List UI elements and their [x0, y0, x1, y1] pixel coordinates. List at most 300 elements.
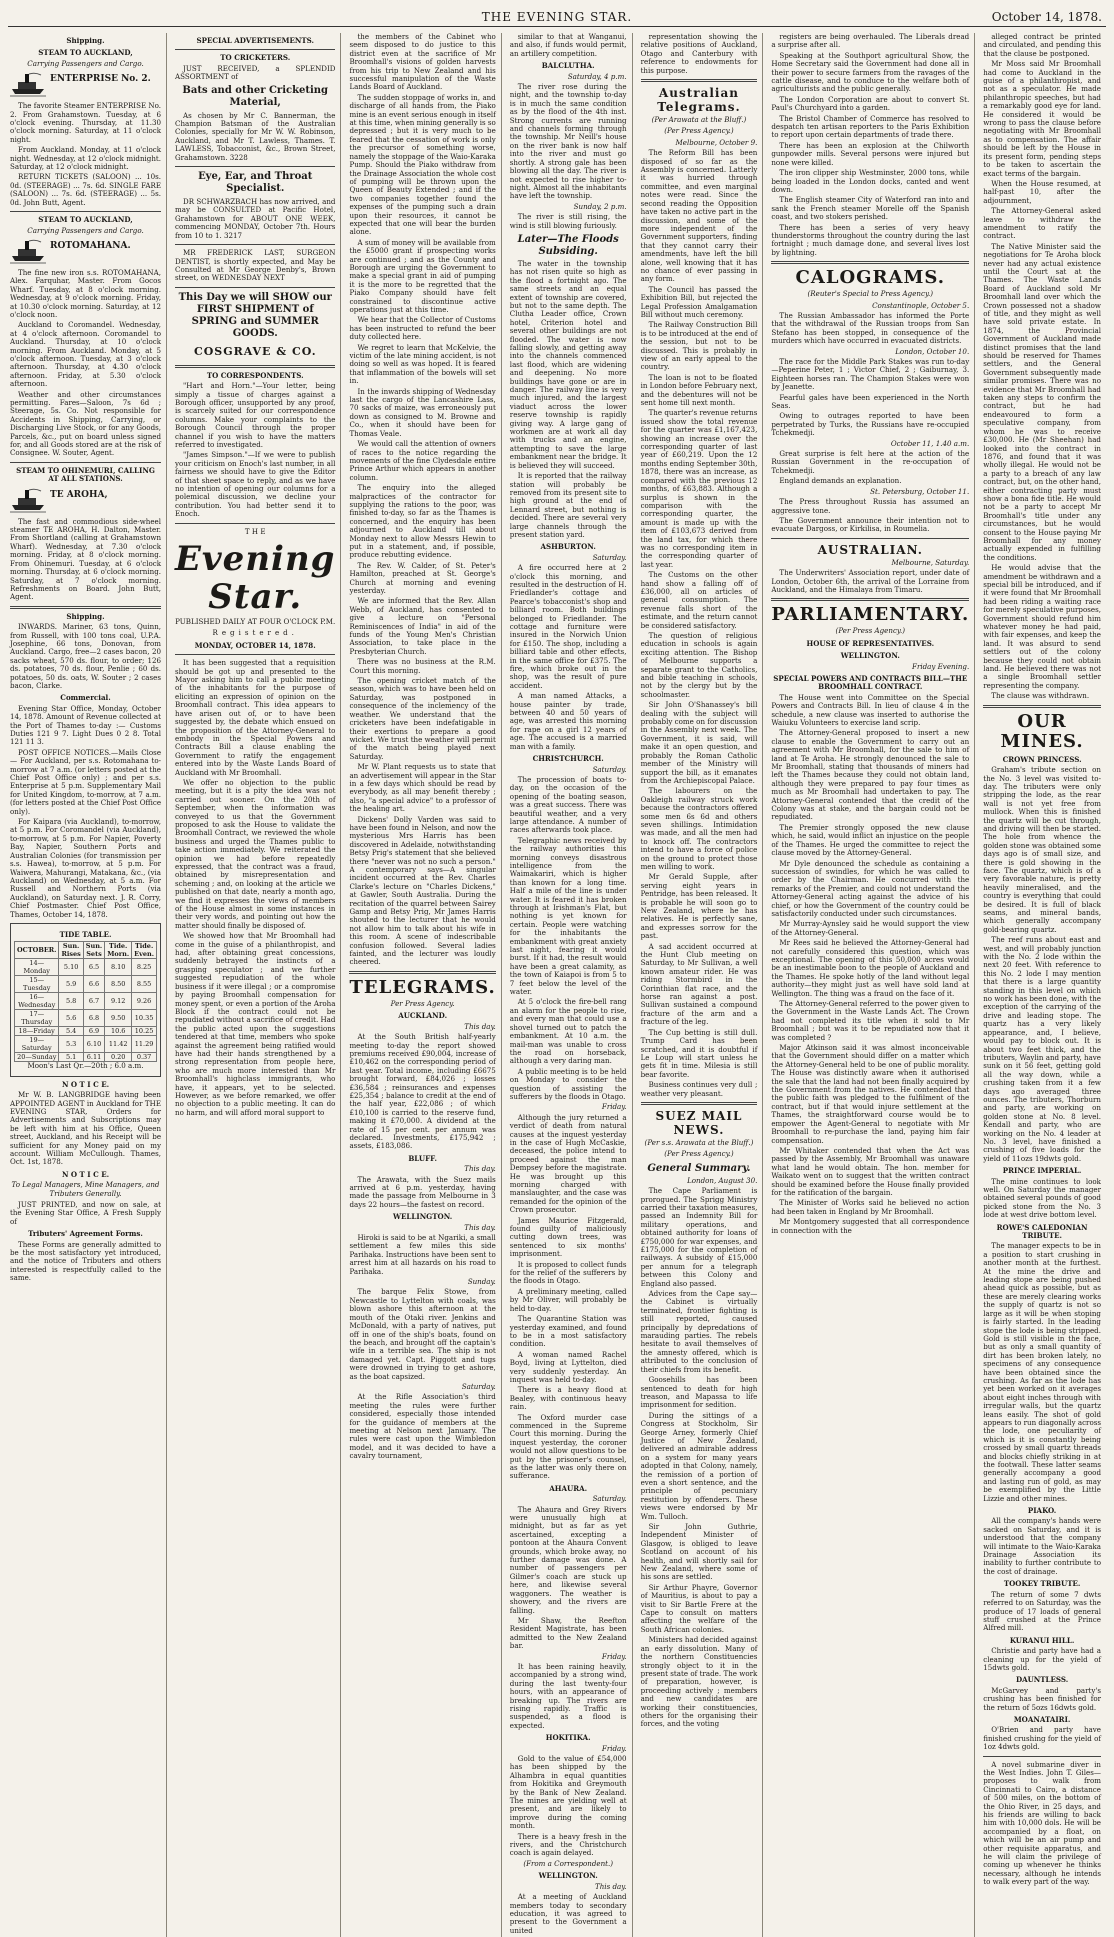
article-paragraph: The Attorney-General proposed to insert a new clause to enable the Government to carry out an agreement with Mr Broomhall, for the sale to him of land at Te Aroha. He strongly denounced the sale to Mr Broomhall, stating that thousands of miners had left the Thames because they could not obtain land, although they were prepared to pay four times as much as Mr Broomhall had undertaken to pay. The Attorney-General contended that the credit of the Colony was at stake, and the bargain could not be repudiated. [771, 728, 970, 822]
advert-headline: This Day we will SHOW our FIRST SHIPMENT of SPRING and SUMMER GOODS. [178, 291, 332, 339]
subheading: (Per Press Agency.) [664, 126, 734, 136]
dateline: Saturday, 4 p.m. [567, 71, 627, 81]
section-heading: HOUSE OF REPRESENTATIVES. [806, 638, 935, 648]
article-paragraph: The Premier strongly opposed the new clause which, he said, would inflict an injustice on the people of the Thames. He urged the committee to reject the clause moved by the Attorney-General. [771, 822, 970, 858]
article-paragraph: Speaking at the Southport agricultural Show, the Home Secretary said the Government had done all in their power to secure farmers from the ravages of the cattle disease, and to conduce to the welfare both of agriculturists and the public generally. [771, 50, 970, 94]
section-heading: TO CORRESPONDENTS. [206, 370, 304, 380]
article-paragraph: For Kaipara (via Auckland), to-morrow, at 5 p.m. For Coromandel (via Auckland), to-morrow, at 5 p.m. For Napier, Poverty Bay, Napier, Southern Ports and Australian Colonies (for transmission per s.s. Hawea), to-morrow, at 5 p.m. For Waiwera, Mahurangi, Matakana, &c., (via Auckland) on Wednesday, at 5 a.m. For Russell and Northern Ports (via Auckland), on Saturday next. J. R. Corry, Chief Postmaster. Chief Post Office, Thames, October 14, 1878. [10, 817, 162, 919]
small-caption: T H E [244, 526, 266, 536]
article-paragraph: The water in the township has not risen quite so high as the flood a fortnight ago. The same streets and an equal extent of township are covered, but not to the same depth. The Clutha Leader office, Crown hotel, Criterion hotel and several other buildings are not flooded. The water is now falling slowly, and getting away into the channels commenced last flood, which are widening and deepening. No more buildings have gone or are in danger. The railway line is very much injured, and the largest viaduct across the lower reserve township is rapidly giving way. A large gang of workmen are at work all day with trucks and an engine, attempting to save the large embankment near the bridge. It is believed they will succeed. [509, 258, 627, 470]
section-heading: WELLINGTON. [538, 1871, 598, 1881]
article-paragraph: It has been raining heavily, accompanied by a strong wind, during the last twenty-four hours, with an appearance of breaking up. The rivers are rising rapidly. Traffic is suspended, as a flood is expected. [509, 1661, 627, 1730]
subheading: To Legal Managers, Mine Managers, and Tributers Generally. [11, 1180, 160, 1198]
article-paragraph: The opening cricket match of the season, which was to have been held on Saturday, was postponed in consequence of the inclemency of the weather. We understand that the cricketers have been indefatigable in their exertions to prepare a good wicket. We trust the weather will permit of the match being played next Saturday. [349, 676, 496, 761]
section-heading: Australian Telegrams. [657, 86, 741, 115]
article-paragraph: There was no business at the R.M. Court this morning. [349, 657, 496, 675]
article-paragraph: A woman named Rachel Boyd, living at Lyttelton, died very suddenly yesterday. An inquest was held to-day. [509, 1349, 627, 1384]
article-paragraph: The Reform Bill has been disposed of so far as the Assembly is concerned. Latterly it was hurried through committee, and even marginal notes were read. Since the second reading the Opposition have taken no active part in the discussion, and some of the more independent of the Government supporters, finding that they cannot carry their amendments, have left the bill alone, well knowing that it has no chance of ever passing in any form. [640, 148, 758, 284]
steamer-name: ROTOMAHANA. [50, 240, 131, 251]
dateline: Saturday. [592, 1494, 627, 1504]
section-heading: Tributers' Agreement Forms. [28, 1229, 143, 1239]
article-paragraph: It is proposed to collect funds for the relief of the sufferers by the floods in Otago. [509, 1259, 627, 1286]
tide-header: Sun. Rises [59, 942, 83, 959]
article-paragraph: A sad accident occurred at the Hunt Club meeting on Saturday, to Mr Sullivan, a well known amateur rider. He was riding Stormbird in the Corinthian flat race, and the horse ran against a post. Sullivan sustained a compound fracture of the arm and a fracture of the leg. [640, 941, 758, 1027]
tide-cell: 6.8 [83, 1010, 104, 1027]
column-6 [769, 33, 975, 1937]
article-paragraph: It is reported that the railway station will probably be removed from its present site to high ground at the end of Lennard street, but nothing is decided. There are several very large channels through the present station yard. [509, 471, 627, 539]
section-heading: STEAM TO OHINEMURI, CALLING AT ALL STATIONS. [16, 465, 155, 484]
section-heading: WELLINGTON. [840, 651, 900, 661]
tide-header: OCTOBER. [15, 942, 59, 959]
tide-cell: 6.11 [83, 1053, 104, 1062]
article-paragraph: England demands an explanation. [779, 476, 902, 486]
section-heading: CHRISTCHURCH. [532, 754, 604, 764]
subheading: (Per Press Agency.) [835, 626, 906, 636]
article-paragraph: The Press throughout Russia has assumed an aggressive tone. [771, 497, 970, 515]
article-paragraph: The iron clipper ship Westminster, 2000 tons, while being loaded in the London docks, canted and went down. [771, 168, 970, 194]
article-paragraph: Sir Arthur Phayre, Governor of Mauritius, is about to pay a visit to Sir Bartle Frere at the Cape to consult on matters affecting the welfare of the South African colonies. [640, 1582, 758, 1634]
article-paragraph: JUST RECEIVED, a SPLENDID ASSORTMENT of [175, 63, 336, 82]
article-paragraph: The Oxford murder case commenced in the Supreme Court this morning. During the inquest yesterday, the coroner would not allow questions to be put by the prisoner's counsel, as the latter was only there on sufferance. [509, 1412, 627, 1481]
section-heading: AHAURA. [549, 1483, 588, 1493]
article-paragraph: "James Simpson."—If we were to publish your criticism on Enoch's last number, in all fairness we should have to give the Editor of that sheet space to reply, and as we have no intention of opening our columns for a polemical discussion, we decline your contribution. You had better send it to Enoch. [175, 450, 336, 519]
table-row [15, 993, 157, 1010]
article-paragraph: We offer no objection to the public meeting, but it is a pity the idea was not carried out sooner. On the 20th of September, when the information was conveyed to us that the Government proposed to ask the House to validate the Broomhall Contract, we reviewed the whole business and urged the Thames public to take action immediately. We reiterated the opinion we had before repeatedly expressed, that the contract was a fraud, obtained by misrepresentation and scheming ; and, on looking at the article we published on that date, nearly a month ago, we find it expresses the views of members of the House almost in some instances in their very words, and pointing out how the matter should finally be disposed of. [175, 777, 336, 930]
tide-cell: 20—Sunday [15, 1053, 59, 1062]
article-paragraph: In the inwards shipping of Wednesday last the cargo of the Lancashire Lass, 70 sacks of maize, was erroneously put down as consigned to M. Browne and Co., when it should have been for Thomas Veale. [349, 386, 496, 438]
tide-header: Tide. Even. [132, 942, 157, 959]
article-paragraph: Great surprise is felt here at the action of the Russian Government in the re-occupation of Tchekmedji. [771, 449, 970, 475]
article-paragraph: Mr Rees said he believed the Attorney-General had not carefully considered this question, which was exceptional. The opening of this 50,000 acres would be an inestimable boon to the people of Auckland and the Thames. He spoke hotly of the land without legal authority—they might just as well have sold land at Wellington. The thing was a fraud on the face of it. [771, 938, 970, 998]
article-paragraph: The Railway Construction Bill is to be introduced at the end of the session, but not to be discussed. This is probably in view of an early appeal to the country. [640, 320, 758, 372]
article-paragraph: A fire occurred here at 2 o'clock this morning, and resulted in the destruction of H. Friedlander's cottage and Pearce's tobacconist's shop and billiard room. Both buildings belonged to Friedlander. The cottage and furniture were insured in the Norwich Union for £150. The shop, including a billiard table and other effects, in the same office for £375. The fire, which broke out in the shop, was the result of pure accident. [509, 563, 627, 690]
column-5 [639, 33, 764, 1937]
tide-header: Tide. Morn. [105, 942, 132, 959]
article-paragraph: The favorite Steamer ENTERPRISE No. 2. From Grahamstown. Tuesday, at 6 o'clock evening. Thursday, at 11.30 o'clock morning. Saturday, at 11 o'clock night. [10, 101, 162, 144]
section-heading: AUCKLAND. [398, 1011, 448, 1021]
tide-cell: 6.10 [83, 1036, 104, 1053]
article-paragraph: McGarvey and party's crushing has been finished for the return of 5ozs 16dwts gold. [983, 1685, 1101, 1712]
dateline: St. Petersburg, October 11. [870, 486, 970, 496]
article-paragraph: Auckland to Coromandel. Wednesday, at 4 o'clock afternoon. Coromandel to Auckland. Thursday, at 10 o'clock morning. From Auckland. Monday, at 5 o'clock afternoon. Tuesday, at 3 o'clock afternoon. Thursday, at 4.30 o'clock afternoon. Friday, at 5.30 o'clock afternoon. [10, 320, 162, 389]
article-paragraph: We regret to learn that McKelvie, the victim of the late mining accident, is not doing so well as was hoped. It is feared that inflammation of the bowels will set in. [349, 342, 496, 386]
article-paragraph: These Forms are generally admitted to be the most satisfactory yet introduced, and the notice of Tributers and others interested is respectfully called to the same. [10, 1239, 162, 1283]
article-paragraph: registers are being overhauled. The Liberals dread a surprise after all. [771, 32, 970, 50]
steamer-woodcut [10, 238, 161, 266]
article-paragraph: All the company's hands were sacked on Saturday, and it is understood that the company will intimate to the Waio-Karaka Drainage Association its inability to further contribute to the cost of drainage. [983, 1516, 1101, 1576]
steamer-woodcut [10, 71, 161, 99]
table-row [15, 1010, 157, 1027]
section-heading: MOANATAIRI. [1013, 1714, 1071, 1724]
column-rule [175, 287, 335, 288]
section-heading: TOOKEY TRIBUTE. [1003, 1579, 1081, 1589]
article-paragraph: The House went into Committee on the Special Powers and Contracts Bill. In lieu of clause 4 in the schedule, a new clause was inserted to authorise the Waiuku Volunteers to exercise land scrip. [771, 692, 970, 727]
section-heading: N O T I C E. [61, 1079, 110, 1089]
tide-table [10, 923, 161, 1077]
tide-cell: 5.10 [59, 959, 83, 976]
article-paragraph: similar to that at Wanganui, and also, if funds would permit, an artillery competition. [509, 32, 627, 58]
article-paragraph: The Quarantine Station was yesterday examined, and found to be in a most satisfactory condition. [509, 1314, 627, 1349]
section-heading: BLUFF. [408, 1153, 437, 1163]
section-heading: STEAM TO AUCKLAND, [38, 215, 133, 225]
section-heading: N O T I C E. [61, 1169, 110, 1179]
steamer-icon [10, 487, 46, 513]
section-heading: PARLIAMENTARY. [771, 604, 970, 626]
section-heading: General Summary. [647, 1162, 751, 1174]
article-paragraph: There is a heavy flood at Bealey, with continuous heavy rain. [509, 1385, 627, 1412]
article-paragraph: The river rose during the night, and the township to-day is in much the same condition as by the flood of the 4th inst. Strong currents are running and channels forming through the township. Mr Neill's house on the river bank is now half into the river and must go shortly. A strong gale has been blowing all the day. The river is not expected to rise higher to-night. Almost all the inhabitants have left the township. [509, 82, 627, 201]
article-paragraph: The Cape Parliament is prorogued. The Sprigg Ministry carried their taxation measures, passed an Indemnity Bill for military operations, and obtained authority for loans of £750,000 for war expenses, and £175,000 for the completion of railways. A subsidy of £15,000 per annum for a telegraph between this Colony and England also passed. [640, 1186, 758, 1288]
tide-table-footnote: Moon's Last Qr.—20th ; 6.0 a.m. [27, 1061, 144, 1071]
section-heading: Commercial. [60, 693, 111, 703]
article-paragraph: Sir John Guthrie, Independent Minister of Glasgow, is obliged to leave Scotland on account of his health, and will shortly sail for New Zealand, where some of his sons are settled. [640, 1522, 758, 1582]
article-paragraph: Weather and other circumstances permitting. Fares—Saloon, 7s 6d ; Steerage, 5s. Co. Not responsible for Accidents in Shipping, Carrying, or Discharging Live Stock, or for any Goods, Parcels, &c., put on board unless signed for, and all Goods stored are at the risk of Consignee. W. Souter, Agent. [10, 389, 162, 458]
article-paragraph: the members of the Cabinet who seem disposed to do justice to this district even at the sacrifice of Mr Broomhall's visions of golden harvests from his trip to New Zealand and his successful manipulation of the Waste Lands Board of Auckland. [349, 32, 496, 92]
column-rule [983, 705, 1101, 708]
article-paragraph: The Native Minister said the negotiations for Te Aroha block never had any actual existence until the Court sat at the Thames. The Waste Lands Board of Auckland sold Mr Broomhall land over which the Crown possessed not a shadow of title, and they might as well have sold private estate. In 1874, the Provincial Government of Auckland made distinct promises that the land should be reserved for Thames settlers, and the General Government subsequently made similar promises. There was no evidence that Mr Broomhall had taken any steps to confirm the contract, but he had endeavoured to form a speculative company, from whom he was to receive £30,000. He (Mr Sheehan) had looked into the contract in 1876, and found that it was wholly illegal. He would not be a party to a breach of any law contract, but, on the other hand, either contracting party must show a bona fide title. He would not be a party to accept Mr Broomhall's title under any circumstances, but he would consent to the House paying Mr Broomhall for any money actually expended in fulfilling the conditions. [983, 241, 1101, 562]
column-3 [347, 33, 501, 1937]
article-paragraph: The mine continues to look well. On Saturday the manager obtained several pounds of good picked stone from the No. 3 lode at west drive bottom level. [983, 1176, 1101, 1220]
table-row [15, 959, 157, 976]
article-paragraph: Mr Moss said Mr Broomhall had come to Auckland in the guise of a philanthropist, and not as a speculator. He made philanthropic speeches, but had a remarkably good eye for land. He considered it would be wrong to pass the clause before negotiating with Mr Broomhall as to compensation. The affair should be left by the House in its present form, pending steps to be taken to ascertain the exact terms of the bargain. [983, 59, 1101, 178]
dateline: Melbourne, October 9. [675, 137, 758, 147]
dateline: Melbourne, Saturday. [891, 557, 970, 567]
subheading: Per Press Agency. [390, 998, 455, 1008]
tide-cell: 5.1 [59, 1053, 83, 1062]
article-paragraph: Evening Star Office, Monday, October 14, 1878. Amount of Revenue collected at the Port of Thames to-day :— Customs Duties 121 9 7. Light Dues 0 2 8. Total 121 11 3. [10, 703, 162, 747]
subheading: (Reuter's Special to Press Agency.) [807, 289, 934, 299]
masthead-title: THE EVENING STAR. [481, 10, 633, 24]
article-paragraph: The Bristol Chamber of Commerce has resolved to despatch ten artisan reporters to the Paris Exhibition to report upon certain departments of trade there. [771, 113, 970, 140]
tide-cell: 8.25 [132, 959, 157, 976]
article-paragraph: A novel submarine diver in the West Indies. John T. Giles—proposes to walk from Cincinnati to Cairo, a distance of 500 miles, on the bottom of the Ohio River, in 25 days, and his friends are willing to back him with 10,000 dols. He will be accompanied by a float, on which will be an air pump and other requisite apparatus, and he will claim the privilege of coming up whenever he thinks necessary, although he intends to walk every part of the way. [983, 1759, 1101, 1887]
tide-cell: 5.8 [59, 993, 83, 1010]
section-heading: CALOGRAMS. [795, 267, 946, 289]
dateline: This day. [464, 1164, 496, 1174]
subheading: (Per Press Agency.) [664, 1149, 734, 1159]
column-rule [983, 1756, 1101, 1757]
article-paragraph: He would advise that the amendment be withdrawn and a special bill be introduced, and if it were found that Mr Broomhall had been riding a waiting race for merely speculative purposes, Government should refund him whatever money he had paid, with fair expenses, and keep the land. It was absurd to send settlers out of the colony because they could not obtain land. He believed there was not a single Broomhall settler representing the company. [983, 563, 1101, 690]
section-heading: Later—The Floods Subsiding. [517, 233, 619, 257]
article-paragraph: At the South British half-yearly meeting to-day the report showed premiums received £90,004, increase of £10,462 on the corresponding period of last year. Total income, including £6675 brought forward, £84,026 ; losses £36,584 ; reinsurances and expenses £25,354 ; balance to credit at the end of the half year, £22,086 ; of which £10,100 is carried to the reserve fund, making it £70,000. A dividend at the rate of 15 per cent. per annum was declared. Investments, £175,942 ; assets, £183,086. [349, 1032, 496, 1151]
section-heading: PRINCE IMPERIAL. [1002, 1166, 1082, 1176]
dateline: October 11, 1.40 a.m. [890, 438, 970, 448]
article-paragraph: Mr Shaw, the Reefton Resident Magistrate, has been admitted to the New Zealand bar. [509, 1615, 627, 1651]
tide-cell: 11.29 [132, 1036, 157, 1053]
article-paragraph: POST OFFICE NOTICES.—Mails Close— For Auckland, per s.s. Rotomahana to-morrow at 7 a.m. (or letters posted at the Chief Post Office only) ; and per s.s. Enterprise at 5 p.m. Supplementary Mail for United Kingdom, to-morrow, at 7 a.m. (for letters posted at the Chief Post Office only). [10, 747, 162, 816]
columns-grid [8, 32, 1106, 1935]
article-paragraph: MR FREDERICK LAST, SURGEON DENTIST, is shortly expected, and May be Consulted at Mr George Denby's, Brown street, on WEDNESDAY NEXT [175, 248, 336, 283]
dateline: London, August 30. [687, 1175, 758, 1185]
tide-table-grid [14, 941, 157, 1062]
dateline: Sunday, 2 p.m. [573, 201, 627, 211]
article-paragraph: We are informed that the Rev. Allan Webb, of Auckland, has consented to give a lecture on "Personal Reminiscences of India" in aid of the funds of the Young Men's Christian Association, to take place in the Presbyterian Church. [349, 596, 496, 656]
section-heading: WELLINGTON. [393, 1212, 453, 1222]
article-paragraph: representation showing the relative positions of Auckland, Otago and Canterbury with reference to endowments for this purpose. [640, 32, 758, 75]
article-paragraph: Advices from the Cape say—the Cabinet is virtually terminated, frontier fighting is still reported, caused principally by depredations of marauding parties. The rebels hesitate to avail themselves of the amnesty offered, which is attributed to the conclusion of their chiefs from its benefit. [640, 1289, 758, 1374]
article-paragraph: Dickens' Dolly Varden was said to have been found in Nelson, and now the mysterious Mrs Harris has been discovered in Adelaide, notwithstanding Betsy Prig's statement that she believed there "never was not no such a person." A contemporary says—A singular incident occurred at the Rev. Charles Clarke's lecture on "Charles Dickens," at Gawler, South Australia. During the recitation of the quarrel between Sairey Gamp and Betsy Prig, Mr James Harris shouted to the lecturer that he would not allow him to talk about his wife in this room. A scene of indescribable confusion followed. Several ladies fainted, and the lecturer was loudly cheered. [349, 814, 496, 967]
table-row [15, 1036, 157, 1053]
article-paragraph: The Attorney-General asked leave to withdraw the amendment to ratify the contract. [983, 206, 1101, 241]
column-rule [175, 654, 335, 655]
section-heading: BALCLUTHA. [541, 61, 595, 71]
article-paragraph: INWARDS. Mariner, 63 tons, Quinn, from Russell, with 100 tons coal, U.P.A. Josephine, 66 tons, Donovan, from Auckland. Cargo, free—2 cases bacon, 20 sacks wheat, 570 ds. flour, to order; 126 ds. potatoes, 70 ds. flour, Penlie ; 60 ds. potatoes, 50 ds. oats, W. Souter ; 2 cases bacon, Clarke. [10, 622, 162, 690]
section-heading: ASHBURTON. [540, 542, 596, 552]
tide-cell: 18—Friday [15, 1027, 59, 1036]
article-paragraph: We showed how that Mr Broomhall had come in the guise of a philanthropist, and had, after obtaining great concessions, suddenly betrayed the instincts of a grasping speculator ; and we further suggested repudiation of the whole business if it were illegal ; or a compromise by paying Broomhall compensation for money spent, or even a portion of the Aroha Block if the contract could not be repudiated without a sacrifice of credit. Had the public acted upon the suggestions tendered at that time, members who spoke against the agreement being ratified would have had their hands strengthened by a strong representation from people here, who are much more interested than Mr Broomhall's highclass immigrants, who have, it appears, yet to be selected. However, as we before remarked, we offer no objection to a public meeting. It can do no harm, and will afford moral support to [175, 931, 336, 1117]
tide-cell: 5.3 [59, 1036, 83, 1053]
column-rule [641, 79, 758, 82]
column-2 [173, 33, 341, 1937]
column-rule [175, 244, 335, 245]
article-paragraph: The enquiry into the alleged malpractices of the contractor for supplying the rations to the poor, was finished to-day, so far as the Thames is concerned, and the enquiry has been adjourned to Auckland till about Monday next to allow Messrs Hewin to put in a statement, and, if possible, produce rebutting evidence. [349, 483, 496, 560]
article-paragraph: The Cup betting is still dull. Trump Card has been scratched, and it is doubtful if Le Loup will start unless he gets fit in time. Milesia is still bear favorite. [640, 1027, 758, 1079]
article-paragraph: Mr Dyle denounced the schedule as containing a succession of swindles, for which he was called to order by the Chairman. He concurred with the remarks of the Premier, and could not understand the Attorney-General acting against the advice of his chief, or how the Government of the country could be satisfactorily conducted under such circumstances. [771, 858, 970, 918]
article-paragraph: A public meeting is to be held on Monday to consider the question of assisting the sufferers by the floods in Otago. [509, 1066, 627, 1101]
dateline: This day. [464, 1222, 496, 1232]
tide-cell: 8.55 [132, 976, 157, 993]
article-paragraph: The loan is not to be floated in London before February next, and the debentures will not be sent home till next month. [640, 372, 758, 408]
dateline: London, October 10. [895, 346, 970, 356]
tide-cell: 6.5 [83, 959, 104, 976]
subheading: Carrying Passengers and Cargo. [27, 225, 144, 235]
section-heading: PIAKO. [1027, 1506, 1057, 1516]
dateline: Saturday. [592, 552, 627, 562]
tide-table-caption: TIDE TABLE. [59, 929, 112, 939]
article-paragraph: The fast and commodious side-wheel steamer TE AROHA, H. Dalton, Master. From Shortland (calling at Grahamstown Wharf). Wednesday, at 7.30 o'clock morning. Friday, at 8 o'clock morning. From Ohinemuri. Tuesday, at 6 o'clock morning. Thursday, at 6 o'clock morning. Saturday, at 7 o'clock morning. Refreshments on Board. John Butt, Agent. [10, 516, 162, 602]
article-paragraph: A preliminary meeting, called by Mr Oliver, will probably be held to-day. [509, 1286, 627, 1313]
article-paragraph: The London Corporation are about to convert St. Paul's Churchyard into a garden. [771, 94, 970, 113]
tide-cell: 10.35 [132, 1010, 157, 1027]
tide-cell: 16—Wednesday [15, 993, 59, 1010]
article-paragraph: Mr Murray-Aynsley said he would support the view of the Attorney-General. [771, 919, 970, 937]
section-heading: STEAM TO AUCKLAND, [38, 48, 133, 58]
article-paragraph: James Maurice Fitzgerald, found guilty of maliciously cutting down trees, was sentenced to six months' imprisonment. [509, 1215, 627, 1259]
table-row [15, 976, 157, 993]
article-paragraph: Gold to the value of £54,000 has been shipped by the Alhambra in equal quantities from Hokitika and Greymouth by the Bank of New Zealand. The mines are yielding well at present, and are likely to improve during the coming month. [509, 1754, 627, 1831]
steamer-icon [10, 71, 46, 97]
column-1 [8, 33, 167, 1937]
subheading: (Per Arawata at the Bluff.) [651, 115, 747, 125]
article-paragraph: The Customs on the other hand show a falling off of £36,000, all on articles of general consumption. The revenue falls short of the estimate, and the return cannot be considered satisfactory. [640, 570, 758, 630]
article-paragraph: Hiroki is said to be at Ngariki, a small settlement a few miles this side Parihaka. Instructions have been sent to arrest him at all hazards on his road to Parihaka. [349, 1233, 496, 1276]
section-heading: HOKITIKA. [545, 1733, 591, 1743]
column-rule [771, 598, 969, 601]
section-heading: SPECIAL POWERS AND CONTRACTS BILL—THE BROOMHALL CONTRACT. [773, 673, 968, 692]
article-paragraph: The race for the Middle Park Stakes was run to-day—Peperine Peter, 1 ; Victor Chief, 2 ; Gaiburnay, 3. Eighteen horses ran. The Champion Stakes were won by Jeanette. [771, 357, 970, 392]
article-paragraph: The labourers on the Oakleigh railway struck work because the contractors offered some men 6s 6d and others seven shillings. Intimidation was made, and all the men had to knock off. The contractors intend to have a force of police on the ground to protect those men willing to work. [640, 786, 758, 871]
article-paragraph: A man named Attacks, a house painter by trade, between 40 and 50 years of age, was arrested this morning for rape on a girl 12 years of age. The accused is a married man with a family. [509, 691, 627, 751]
article-paragraph: JUST PRINTED, and now on sale, at the Evening Star Office, A Fresh Supply of [10, 1200, 162, 1226]
article-paragraph: Business continues very dull ; weather very pleasant. [640, 1080, 758, 1098]
tide-cell: 8.10 [105, 959, 132, 976]
article-paragraph: When the House resumed, at half-past 10, after the adjournment, [983, 178, 1101, 205]
article-paragraph: At a meeting of Auckland members today to secondary education, it was agreed to present to the Government a united [509, 1892, 627, 1935]
dateline: Sunday. [467, 1277, 496, 1287]
article-paragraph: The Arawata, with the Suez mails arrived at 6 p.m. yesterday, having made the passage from Melbourne in 3 days 22 hours—the fastest on record. [349, 1174, 496, 1209]
tide-cell: 5.6 [59, 1010, 83, 1027]
tide-cell: 10.6 [105, 1027, 132, 1036]
article-paragraph: The fine new iron s.s. ROTOMAHANA, Alex. Farquhar, Master. From Gocos Wharf. Tuesday, at 8 o'clock morning. Wednesday, at 9 o'clock morning. Friday, at 10.30 o'clock morning. Saturday, at 12 o'clock noon. [10, 267, 162, 319]
section-heading: TO CRICKETERS. [220, 53, 291, 63]
article-paragraph: "Hart and Horn."—Your letter, being simply a tissue of charges against a Borough officer, unsupported by any proof, is scarcely suited for our correspondence columns. Make your complaints to the Borough Council through the proper channel if you wish to have the matters referred to investigated. [175, 381, 336, 449]
dateline: Friday Evening. [912, 661, 970, 671]
masthead [8, 6, 1106, 27]
column-rule [10, 606, 161, 609]
section-heading: ROWE'S CALEDONIAN TRIBUTE. [996, 1222, 1088, 1241]
column-7 [981, 33, 1106, 1937]
section-heading: SPECIAL ADVERTISEMENTS. [196, 36, 314, 45]
steamer-name: TE AROHA, [50, 489, 108, 500]
article-paragraph: The quarter's revenue returns issued show the total revenue for the quarter was £1,167,423, showing an increase over the corresponding quarter of last year of £60,219. Upon the 12 months ending September 30th, 1878, there was an increase, as compared with the previous 12 months, of £63,883. Although a surplus is shown in the comparison with the corresponding quarter, the amount is made up with the item of £103,673 derived from the land tax, for which there was no corresponding item in the corresponding quarter of last year. [640, 408, 758, 569]
section-heading: AUSTRALIAN. [817, 542, 923, 557]
article-paragraph: There has been an explosion at the Chilworth gunpowder mills. Several persons were injured but none were killed. [771, 140, 970, 167]
tide-cell: 9.50 [105, 1010, 132, 1027]
article-paragraph: Mr Montgomery suggested that all correspondence in connection with the [771, 1217, 970, 1235]
article-paragraph: We hear that the Collector of Customs has been instructed to refund the beer duty collected here. [349, 315, 496, 342]
section-heading: MONDAY, OCTOBER 14, 1878. [194, 640, 316, 650]
article-paragraph: The sudden stoppage of works in, and discharge of all hands from, the Piako mine is an event serious enough in itself at this time, when mining generally is so depressed ; but it is very much to be feared that the cessation of work is only the precursor of something worse, namely the stoppage of the Waio-Karaka Pump. Should the Piako withdraw from the Drainage Association the whole cost of pumping will be thrown upon the Queen of Beauty Extended ; and if the two companies together found the expenses of the pumping such a drain upon their resources, it cannot be expected that one will bear the burden alone. [349, 92, 496, 237]
section-heading: OUR MINES. [1000, 710, 1084, 752]
subheading: (From a Correspondent.) [523, 1858, 614, 1868]
article-paragraph: There is a heavy fresh in the rivers, and the Christchurch coach is again delayed. [509, 1831, 627, 1858]
tide-cell: 14—Monday [15, 959, 59, 976]
tide-cell: 11.42 [105, 1036, 132, 1053]
article-paragraph: The return of some 7 dwts referred to on Saturday, was the produce of 17 loads of general stuff crushed at the Prince Alfred mill. [983, 1589, 1101, 1633]
article-paragraph: The Attorney-General referred to the power given to the Government in the Waste Lands Act. The Crown had not completed its title when it sold to Mr Broomhall ; but was it to be repudiated now that it was completed ? [771, 999, 970, 1042]
article-paragraph: Goosehills has been sentenced to death for high treason, and Mapassa to life imprisonment for sedition. [640, 1375, 758, 1410]
article-paragraph: The clause was withdrawn. [991, 691, 1090, 701]
steamer-icon [10, 238, 46, 264]
tide-cell: 5.4 [59, 1027, 83, 1036]
section-heading: TELEGRAMS. [349, 976, 496, 998]
tide-cell: 9.26 [132, 993, 157, 1010]
tide-cell: 6.6 [83, 976, 104, 993]
advert-headline: Bats and other Cricketing Material, [182, 84, 329, 108]
article-paragraph: A sum of money will be available from the £5000 grant if prospecting works are continued ; and as the County and Borough are urging the Government to make a special grant in aid of pumping it is the more to be regretted that the Piako Company should have felt constrained to discontinue active operations just at this time. [349, 237, 496, 314]
tide-cell: 15—Tuesday [15, 976, 59, 993]
dateline: This day. [595, 1881, 627, 1891]
registered-mark: Registered. [212, 628, 298, 638]
article-paragraph: We would call the attention of owners of races to the notice regarding the movements of the fine Clydesdale entire Prince Arthur which appears in another column. [349, 439, 496, 482]
article-paragraph: The manager expects to be in a position to start crushing in another month at the furthest. At the mine the drive and leading stope are being pushed ahead quick as possible, but as these are merely clearing works the supply of quartz is not so large as it will be when stoping is fairly started. In the leading stope the lode is being stripped. Gold is still visible in the face, but as only a small quantity of dirt has been broken lately, no specimens of any consequence have been obtained since the crushing. As far as the lode has yet been worked on it averages about eight inches through with irregular walls, but the quartz leans easily. The shot of gold appears to run diagonally across the lode, one peculiarity of which is it is constantly being crossed by small quartz threads and blocks chiefly striking in at the footwall. These latter seams generally accompany a good and lasting run of gold, as may be exemplified by the Little Lizzie and other mines. [983, 1241, 1101, 1503]
article-paragraph: The Council has passed the Exhibition Bill, but rejected the Legal Profession Amalgamation Bill without much ceremony. [640, 284, 758, 319]
section-heading: Shipping. [66, 611, 105, 621]
article-paragraph: Ministers had decided against an early dissolution. Many of the northern Constituencies strongly object to it in the present state of trade. The work of preparation, however, is proceeding actively ; members and new candidates are working their constituencies, others for the organising their forces, and the voting [640, 1635, 758, 1729]
tide-header: Sun. Sets [83, 942, 104, 959]
newspaper-nameplate: Evening Star. [175, 539, 336, 618]
column-rule [10, 462, 161, 463]
article-paragraph: The river is still rising, the wind is still blowing furiously. [509, 212, 627, 230]
dateline: Saturday. [461, 1381, 496, 1391]
article-paragraph: During the sittings of a Congress at Stockholm, Sir George Arney, formerly Chief Justice of New Zealand, delivered an admirable address on a system for many years adopted in that Colony, namely, the remission of a portion of even a short sentence, and the principle of pecuniary restitution by offenders. These views were endorsed by Mr Wm. Tulloch. [640, 1410, 758, 1521]
article-paragraph: At the Rifle Association's third meeting the rules were further considered, especially those intended for the guidance of members at the meeting at Nelson next January. The rules were cast upon the Wimbledon model, and it was decided to have a cavalry tournament, [349, 1392, 496, 1461]
column-rule [641, 1102, 758, 1105]
dateline: Saturday. [592, 764, 627, 774]
article-paragraph: Owing to outrages reported to have been perpetrated by Turks, the Russians have re-occupied Tchekmedji. [771, 411, 970, 438]
article-paragraph: The Minister of Works said he believed no action had been taken in England by Mr Broomhall. [771, 1198, 970, 1216]
dateline: This day. [464, 1021, 496, 1031]
article-paragraph: Although the jury returned a verdict of death from natural causes at the inquest yesterday in the case of Hugh McCaskie, deceased, the police intend to proceed against the man Dempsey before the magistrate. He was brought up this morning charged with manslaughter, and the case was remanded for the opinion of the Crown prosecutor. [509, 1112, 627, 1215]
tide-cell: 17—Thursday [15, 1010, 59, 1027]
article-paragraph: Mr Gerald Supple, after serving eight years in Pentridge, has been released. It is probable he will soon go to New Zealand, where he has relatives. He is perfectly sane, and expresses sorrow for the past. [640, 872, 758, 941]
article-paragraph: The reef runs about east and west, and will probably junction with the No. 2 lode within the next 20 feet. With reference to this No. 2 lode I may mention that there is a large quantity standing in this level on which no work has been done, with the exception of the carrying of the drive and leading stope. The quartz has a very likely appearance, and, I believe, would pay to block out. It is about two feet thick, and the tributers, Waylin and party, have sunk on it 56 feet, getting gold all the way down, while a crushing taken from it a few days ago averaged three ounces. The tributers, Thorburn and party, are working on golden stone at No. 8 level. Kendall and party, who are working on the No. 4 leader at No. 3 level, have finished a crushing of five loads for the yield of 11ozs 19dwts gold. [983, 935, 1101, 1163]
article-paragraph: The procession of boats to-day, on the occasion of the opening of the boating season, was a great success. There was beautiful weather, and a very large attendance. A number of races afterwards took place. [509, 774, 627, 835]
table-row [15, 1027, 157, 1036]
column-rule [175, 365, 335, 368]
article-paragraph: Christie and party have had a cleaning up for the yield of 15dwts gold. [983, 1646, 1101, 1672]
article-paragraph: Mr W. Plant requests us to state that an advertisement will appear in the Star in a few days which should be read by everybody, as all may benefit thereby ; also, "a special advice" to a professor of the healing art. [349, 762, 496, 814]
masthead-date: October 14, 1878. [991, 10, 1102, 24]
column-rule [175, 166, 335, 167]
steamer-name: ENTERPRISE No. 2. [50, 74, 151, 85]
article-paragraph: There has been a series of very heavy thunderstorms throughout the country during the last fortnight ; much damage done, and several lives lost by lightning. [771, 222, 970, 257]
column-rule [771, 538, 969, 539]
article-paragraph: The Underwriters' Association report, under date of London, October 6th, the arrival of the Lorraine from Auckland, and the Himalaya from Timaru. [771, 568, 970, 594]
article-paragraph: Mr W. B. LANGBRIDGE having been APPOINTED AGENT in Auckland for THE EVENING STAR, Orders for Advertisements and Subscriptions may be left with him at his Office, Queen street, Auckland, and his Receipt will be sufficient for any Money paid on my account. William McCullough. Thames, Oct. 1st, 1878. [10, 1090, 162, 1167]
column-rule [10, 211, 161, 212]
tide-cell: 10.25 [132, 1027, 157, 1036]
section-heading: DAUNTLESS. [1015, 1675, 1069, 1685]
dateline: Friday. [601, 1743, 627, 1753]
tide-cell: 9.12 [105, 993, 132, 1010]
dateline: Friday. [601, 1651, 627, 1661]
tide-cell: 6.9 [83, 1027, 104, 1036]
tide-cell: 5.9 [59, 976, 83, 993]
article-paragraph: The question of religious education in schools is again exciting attention. The Bishop of Melbourne supports a separate grant to the Catholics, and bible teaching in schools, not by the clergy but by the schoolmaster. [640, 631, 758, 699]
advert-headline: Eye, Ear, and Throat Specialist. [198, 171, 313, 195]
section-heading: CROWN PRINCESS. [1002, 754, 1082, 764]
section-heading: Shipping. [66, 36, 105, 45]
article-paragraph: At 5 o'clock the fire-bell rang an alarm for the people to rise, and every man that could use a shovel turned out to patch the embankment. At 10 a.m. the mail-man was unable to cross the road on horseback, although a very daring man. [509, 997, 627, 1066]
article-paragraph: alleged contract be printed and circulated, and pending this that the clause be postponed. [983, 32, 1101, 58]
column-rule [349, 971, 495, 974]
section-heading: KURANUI HILL. [1009, 1635, 1075, 1645]
article-paragraph: It has been suggested that a requisition should be got up and presented to the Mayor asking him to call a public meeting of the inhabitants for the purpose of eliciting an expression of opinion on the Broomhall contract. This idea appears to have arisen out of, or to have been suggested by, the debate which ensued on the proposition of the Attorney-General to embody in the Special Powers and Contracts Bill a clause enabling the Government to ratify the engagement entered into by the Waste Lands Board of Auckland with Mr Broomhall. [175, 658, 336, 777]
article-paragraph: From Auckland. Monday, at 11 o'clock night. Wednesday, at 12 o'clock midnight. Saturday, at 12 o'clock midnight. [10, 145, 162, 172]
subheading: Carrying Passengers and Cargo. [27, 58, 144, 68]
article-paragraph: As chosen by Mr C. Bannerman, the Champion Batsman of the Australian Colonies, specially for Mr W. W. Robinson, Auckland, and Mr T. Lawless, Thames. T. LAWLESS, Tobacconist, &c., Brown Street, Grahamstown. 3228 [175, 110, 336, 162]
column-rule [175, 49, 335, 50]
article-paragraph: Mr Whitaker contended that when the Act was passed by the Assembly, Mr Broomhall was unaware what land he would obtain. The hon. member for Waikato went on to suggest that the written contract should be examined before the House finally provided for the ratification of the bargain. [771, 1145, 970, 1197]
article-paragraph: The Russian Ambassador has informed the Porte that the withdrawal of the Russian troops from San Stefano has been stopped, in consequence of the murders which have occurred in evacuated districts. [771, 310, 970, 346]
tide-cell: 0.37 [132, 1053, 157, 1062]
advert-firm-name: COSGRAVE & CO. [193, 344, 317, 358]
article-paragraph: O'Brien and party have finished crushing for the yield of 1oz 4dwts gold. [983, 1725, 1101, 1752]
article-paragraph: The Ahaura and Grey Rivers were unusually high at midnight, but as far as yet ascertained, excepting a pontoon at the Ahaura Convent grounds, which broke away, no further damage was done. A number of passengers per Gilmer's coach are stuck up here, and likewise several waggoners. The weather is showery, and the rivers are falling. [509, 1504, 627, 1615]
section-heading: SUEZ MAIL NEWS. [655, 1108, 743, 1137]
tide-cell: 0.20 [105, 1053, 132, 1062]
article-paragraph: The Rev. W. Calder, of St. Peter's Hamilton, preached at St. George's Church at morning and evening yesterday. [349, 560, 496, 595]
article-paragraph: Major Atkinson said it was almost inconceivable that the Government should differ on a matter which the Attorney-General held to be one of public morality. The House was distinctly aware when it authorised the sale that the land had not been finally acquired by the Government from the natives. He contended that the public faith was pledged to the fulfilment of the contract, but if that would injure settlement at the Thames, the straightforward course would be to empower the Agent-General to negotiate with Mr Broomhall to re-purchase the land, paying him fair compensation. [771, 1043, 970, 1145]
article-paragraph: The Government announce their intention not to evacuate Dargoss, or Kirkilisa, in Roumelia. [771, 515, 970, 534]
tide-cell: 8.50 [105, 976, 132, 993]
article-paragraph: Telegraphic news received by the railway authorities this morning conveys disastrous intelligence from the Waimakariri, which is higher than known for a long time. Half a mile of the line is under water. It is feared it has broken through at Irishman's Flat, but nothing is yet known for certain. People were watching for the inhabitants the embankment with great anxiety last night, fearing it would burst. If it had, the result would have been a great calamity, as the town of Kaiapoi is from 5 to 7 feet below the level of the water. [509, 835, 627, 997]
dateline: Friday. [601, 1102, 627, 1112]
dateline: Constantinople, October 5. [872, 300, 970, 310]
article-paragraph: The English steamer City of Waterford ran into and sank the French steamer Morelle off the Spanish coast, and two stokers perished. [771, 195, 970, 222]
article-paragraph: DR SCHWARZBACH has now arrived, and may be CONSULTED at Pacific Hotel, Grahamstown for ABOUT ONE WEEK, commencing MONDAY, October 7th. Hours from 10 to 1. 3217 [175, 197, 336, 240]
article-paragraph: The barque Felix Stowe, from Newcastle to Lyttelton with coals, was blown ashore this afternoon at the mouth of the Otaki river. Jenkins and McDonald, with a party of natives, put off in one of the ship's boats, found on the beach, and brought off the captain's wife in a terrible sea. The ship is not damaged yet. Capt. Piggott and tugs were drowned in trying to get ashore, as the boat capsized. [349, 1287, 496, 1381]
article-paragraph: Graham's tribute section on the No. 3 level was visited to-day. The tributers were only stripping the lode, as the rear wall is not yet free from mullock. When this is finished the quartz will be cut through, and driving will then be started. The hole from whence the golden stone was obtained some days ago is of small size, and there is gold showing in the face. The quartz, which is of a very favorable nature, is pretty heavily mineralised, and the country is everything that could be desired. It is full of black seams, and mineral bands, which generally accompany gold-bearing quartz. [983, 765, 1101, 934]
tide-cell: 19—Saturday [15, 1036, 59, 1053]
article-paragraph: RETURN TICKETS (SALOON) ... 10s. 0d. (STEERAGE) ... 7s. 6d. SINGLE FARE (SALOON) ... 7s. 6d. (STEERAGE) ... 5s. 0d. John Butt, Agent. [10, 172, 162, 207]
subheading: (Per s.s. Arawata at the Bluff.) [644, 1137, 754, 1147]
column-rule [771, 261, 969, 264]
tide-cell: 6.7 [83, 993, 104, 1010]
steamer-woodcut [10, 487, 161, 515]
article-paragraph: Sir John O'Shanassey's bill dealing with the subject will probably come on for discussion in the Assembly next week. The Government, it is said, will make it an open question, and probably the Roman Catholic member of the Ministry will support the bill, as it emanates from the Archiepiscopal Palace. [640, 700, 758, 785]
